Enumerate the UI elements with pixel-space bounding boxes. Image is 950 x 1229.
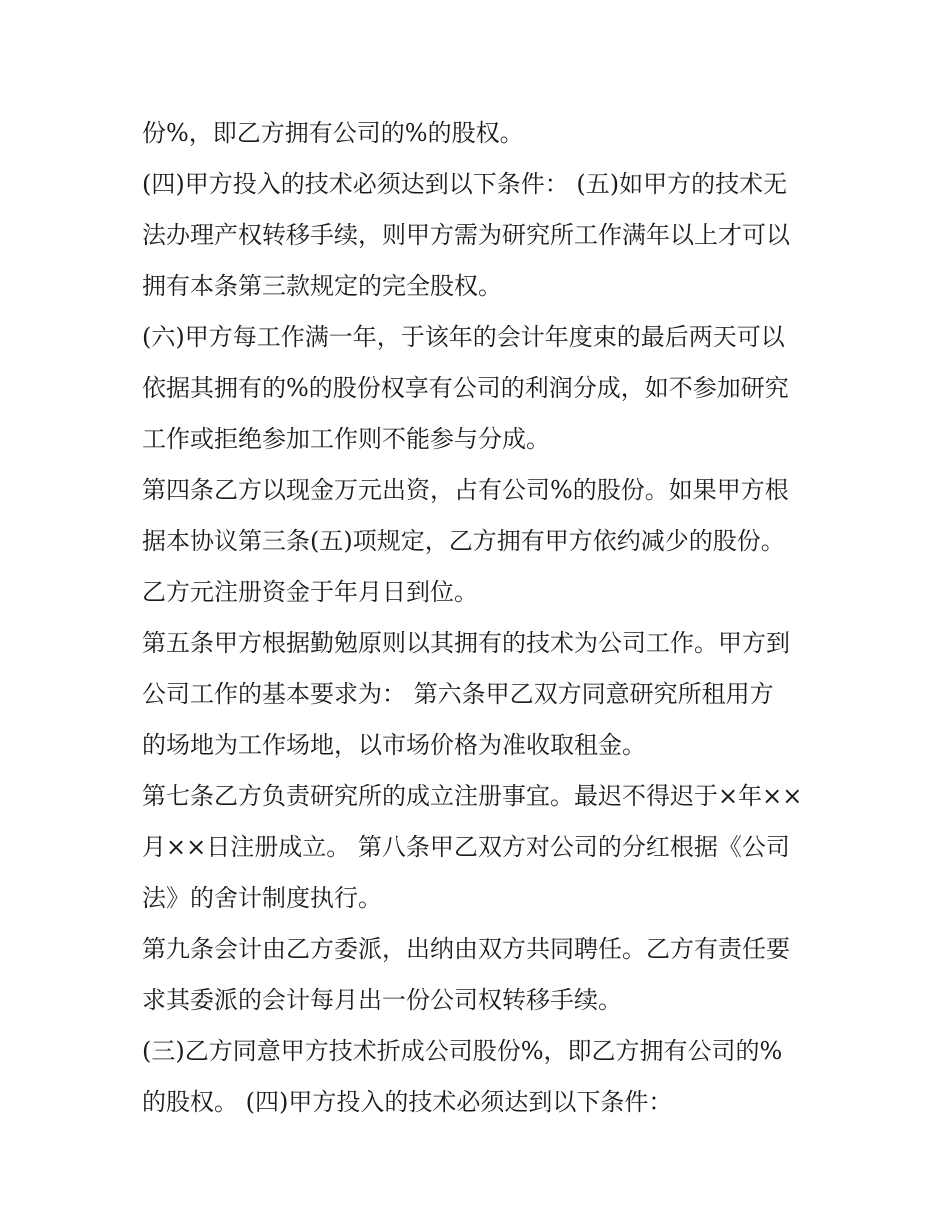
text-line: (三)乙方同意甲方技术折成公司股份%，即乙方拥有公司的% [142, 1037, 783, 1065]
text-line: 份%，即乙方拥有公司的%的股权。 [142, 119, 524, 147]
text-line: 求其委派的会计每月出一份公司权转移手续。 [142, 986, 622, 1014]
text-line: 的场地为工作场地，以市场价格为准收取租金。 [142, 731, 646, 759]
text-line: 第四条乙方以现金万元出资，占有公司%的股份。如果甲方根 [142, 476, 789, 504]
text-line: 乙方元注册资金于年月日到位。 [142, 578, 478, 606]
text-line: 月××日注册成立。 第八条甲乙双方对公司的分红根据《公司 [142, 833, 790, 861]
text-line: (六)甲方每工作满一年，于该年的会计年度束的最后两天可以 [142, 323, 785, 351]
text-line: (四)甲方投入的技术必须达到以下条件： (五)如甲方的技术无 [142, 170, 788, 198]
text-line: 第九条会计由乙方委派，出纳由双方共同聘任。乙方有责任要 [142, 935, 790, 963]
text-line: 法》的舍计制度执行。 [142, 884, 382, 912]
text-line: 第五条甲方根据勤勉原则以其拥有的技术为公司工作。甲方到 [142, 629, 790, 657]
text-line: 公司工作的基本要求为： 第六条甲乙双方同意研究所租用方 [142, 680, 774, 708]
text-line: 第七条乙方负责研究所的成立注册事宜。最迟不得迟于×年×× [142, 782, 803, 810]
document-body [142, 108, 822, 1128]
text-line: 法办理产权转移手续，则甲方需为研究所工作满年以上才可以 [142, 221, 790, 249]
text-line: 拥有本条第三款规定的完全股权。 [142, 272, 502, 300]
text-line: 工作或拒绝参加工作则不能参与分成。 [142, 425, 550, 453]
text-line: 依据其拥有的%的股份权享有公司的利润分成，如不参加研究 [142, 374, 789, 402]
text-line: 据本协议第三条(五)项规定，乙方拥有甲方依约减少的股份。 [142, 527, 785, 555]
text-line: 的股权。 (四)甲方投入的技术必须达到以下条件： [142, 1088, 673, 1116]
